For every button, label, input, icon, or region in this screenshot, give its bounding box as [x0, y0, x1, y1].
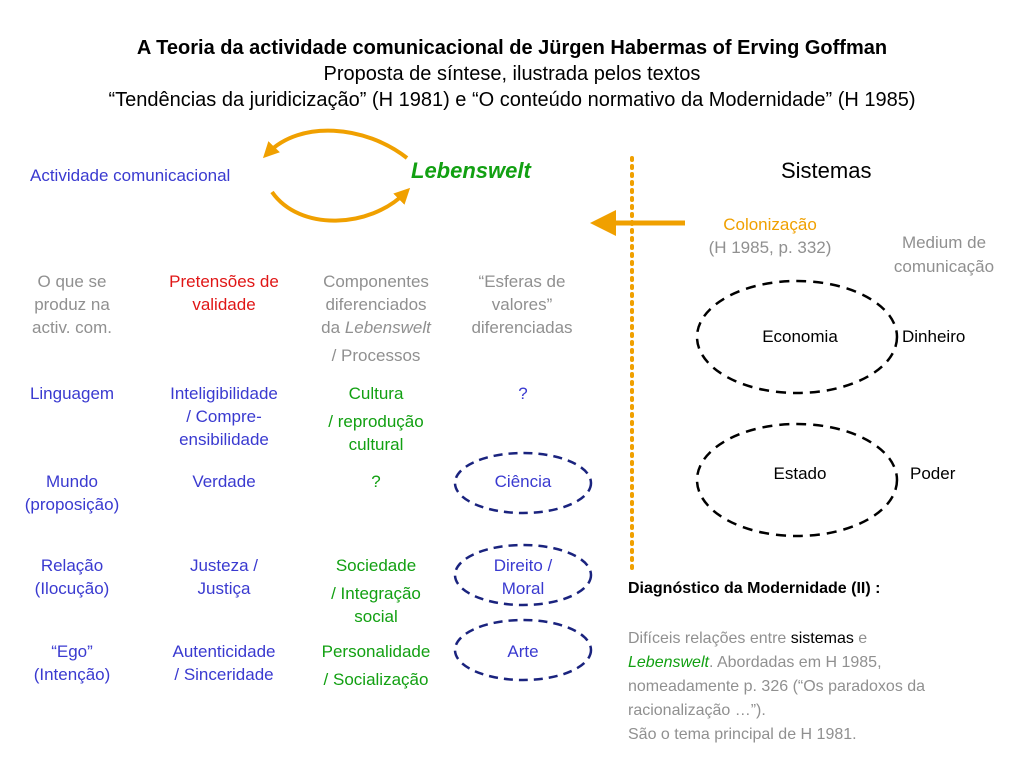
- header-col-1: [12, 270, 132, 339]
- header-col-2-line-2: validade: [192, 295, 256, 314]
- row-2-c2: [150, 470, 298, 493]
- diagnosis-p1a: Difíceis relações entre: [628, 630, 791, 647]
- row-3-c1: [12, 554, 132, 600]
- cycle-arrow-upper: [268, 131, 407, 158]
- row-4-c4-line-1: Arte: [507, 642, 539, 661]
- header-col-2: [150, 270, 298, 316]
- header-col-1-line-2: produz na: [34, 295, 110, 314]
- diagnosis-p2b: . Abordadas em H 1985,: [708, 654, 882, 671]
- row-1-c3b-line-1: / reprodução: [328, 412, 424, 431]
- poder-label: Poder: [910, 464, 956, 483]
- row-3-c1-line-2: (Ilocução): [34, 579, 110, 598]
- row-3-c4: [455, 554, 591, 600]
- row-2-c1: [12, 470, 132, 516]
- row-3-c2-line-2: Justiça: [197, 579, 251, 598]
- activity-label: Actividade comunicacional: [30, 166, 231, 185]
- header-col-4-line-1: “Esferas de: [478, 272, 566, 291]
- header-col-1-line-1: O que se: [37, 272, 107, 291]
- row-1-c3: [300, 382, 452, 456]
- row-1-c2: [150, 382, 298, 451]
- header-col-3-lebenswelt: Lebenswelt: [344, 318, 431, 337]
- row-4-c4: [455, 640, 591, 663]
- diagnosis-line-4: racionalização …”).: [628, 702, 766, 719]
- row-1-c2-line-3: ensibilidade: [179, 430, 269, 449]
- lebenswelt-label: Lebenswelt: [411, 158, 531, 183]
- diagnosis-text: [628, 627, 1018, 747]
- header-col-3-line-2: diferenciados: [325, 295, 427, 314]
- row-2-c3a-line-1: ?: [371, 472, 381, 491]
- row-3-c3-process: [300, 582, 452, 628]
- colonization-arrow-head: [590, 210, 616, 236]
- diagnosis-sistemas: sistemas: [790, 630, 854, 647]
- row-4-c2-line-1: Autenticidade: [172, 642, 276, 661]
- row-2-c4: [455, 470, 591, 493]
- sistemas-label: Sistemas: [781, 158, 872, 183]
- row-1-c1-line-1: Linguagem: [29, 384, 115, 403]
- diagnosis-p1c: e: [853, 630, 868, 647]
- row-4-c1-line-1: “Ego”: [51, 642, 93, 661]
- row-2-c4-line-1: Ciência: [494, 472, 552, 491]
- row-4-c3-process: [300, 668, 452, 691]
- header-col-2-line-1: Pretensões de: [169, 272, 279, 291]
- row-1-c1: [12, 382, 132, 405]
- row-3-c2-line-1: Justeza /: [189, 556, 259, 575]
- medium-line-1: Medium de: [901, 233, 987, 252]
- row-3-c3: [300, 554, 452, 628]
- row-3-c3b-line-1: / Integração: [331, 584, 421, 603]
- diagnosis-heading: Diagnóstico da Modernidade (II) :: [628, 580, 881, 597]
- row-4-c3b-line-1: / Socialização: [323, 670, 429, 689]
- row-3-c4-line-2: Moral: [501, 579, 545, 598]
- cycle-arrow-lower: [272, 192, 405, 221]
- row-3-c2: [150, 554, 298, 600]
- row-1-c2-line-1: Inteligibilidade: [170, 384, 278, 403]
- row-3-c1-line-1: Relação: [40, 556, 104, 575]
- row-4-c2: [150, 640, 298, 686]
- row-4-c1: [12, 640, 132, 686]
- row-1-c3b-line-2: cultural: [348, 435, 404, 454]
- row-3-c3b-line-2: social: [354, 607, 398, 626]
- estado-label: Estado: [773, 464, 827, 483]
- colonizacao-ref: (H 1985, p. 332): [708, 238, 832, 257]
- medium-label: [876, 231, 1012, 279]
- header-col-4-line-2: valores”: [491, 295, 553, 314]
- title-line-1: A Teoria da actividade comunicacional de Jürgen Habermas of Erving Goffman: [136, 37, 888, 59]
- economia-label: Economia: [762, 327, 838, 346]
- header-col-4: [452, 270, 592, 339]
- header-col-3-line-1: Componentes: [323, 272, 429, 291]
- row-1-c2-line-2: / Compre-: [186, 407, 262, 426]
- title-line-3: “Tendências da juridicização” (H 1981) e “O conteúdo normativo da Modernidade” (H 1985): [108, 89, 916, 111]
- row-1-c4: [455, 382, 591, 405]
- title-line-2: Proposta de síntese, ilustrada pelos textos: [323, 63, 701, 85]
- row-1-c3-process: [300, 410, 452, 456]
- row-3-c4-line-1: Direito /: [493, 556, 553, 575]
- diagnosis-line-2: [628, 651, 1018, 675]
- row-2-c1-line-2: (proposição): [24, 495, 120, 514]
- colonizacao-label: Colonização: [723, 215, 817, 234]
- header-col-3-processos: / Processos: [331, 346, 421, 365]
- row-4-c1-line-2: (Intenção): [33, 665, 111, 684]
- row-1-c4-line-1: ?: [518, 384, 528, 403]
- row-2-c3: [300, 470, 452, 493]
- row-4-c2-line-2: / Sinceridade: [174, 665, 274, 684]
- row-1-c3a-line-1: Cultura: [348, 384, 404, 403]
- header-col-4-line-3: diferenciadas: [471, 318, 573, 337]
- diagnosis-line-1: [628, 627, 1018, 651]
- header-col-1-line-3: activ. com.: [32, 318, 112, 337]
- row-4-c3a-line-1: Personalidade: [321, 642, 431, 661]
- header-col-3-da: da: [321, 318, 345, 337]
- row-2-c1-line-1: Mundo: [46, 472, 98, 491]
- dinheiro-label: Dinheiro: [902, 327, 966, 346]
- row-3-c3a-line-1: Sociedade: [335, 556, 417, 575]
- header-col-3-line-3: [300, 316, 452, 339]
- diagnosis-lebenswelt: Lebenswelt: [628, 654, 709, 671]
- row-4-c3: [300, 640, 452, 691]
- diagnosis-line-3: nomeadamente p. 326 (“Os paradoxos da: [628, 678, 926, 695]
- medium-line-2: comunicação: [893, 257, 995, 276]
- row-2-c2-line-1: Verdade: [192, 472, 256, 491]
- diagnosis-line-5: São o tema principal de H 1981.: [628, 726, 857, 743]
- header-col-3: [300, 270, 452, 367]
